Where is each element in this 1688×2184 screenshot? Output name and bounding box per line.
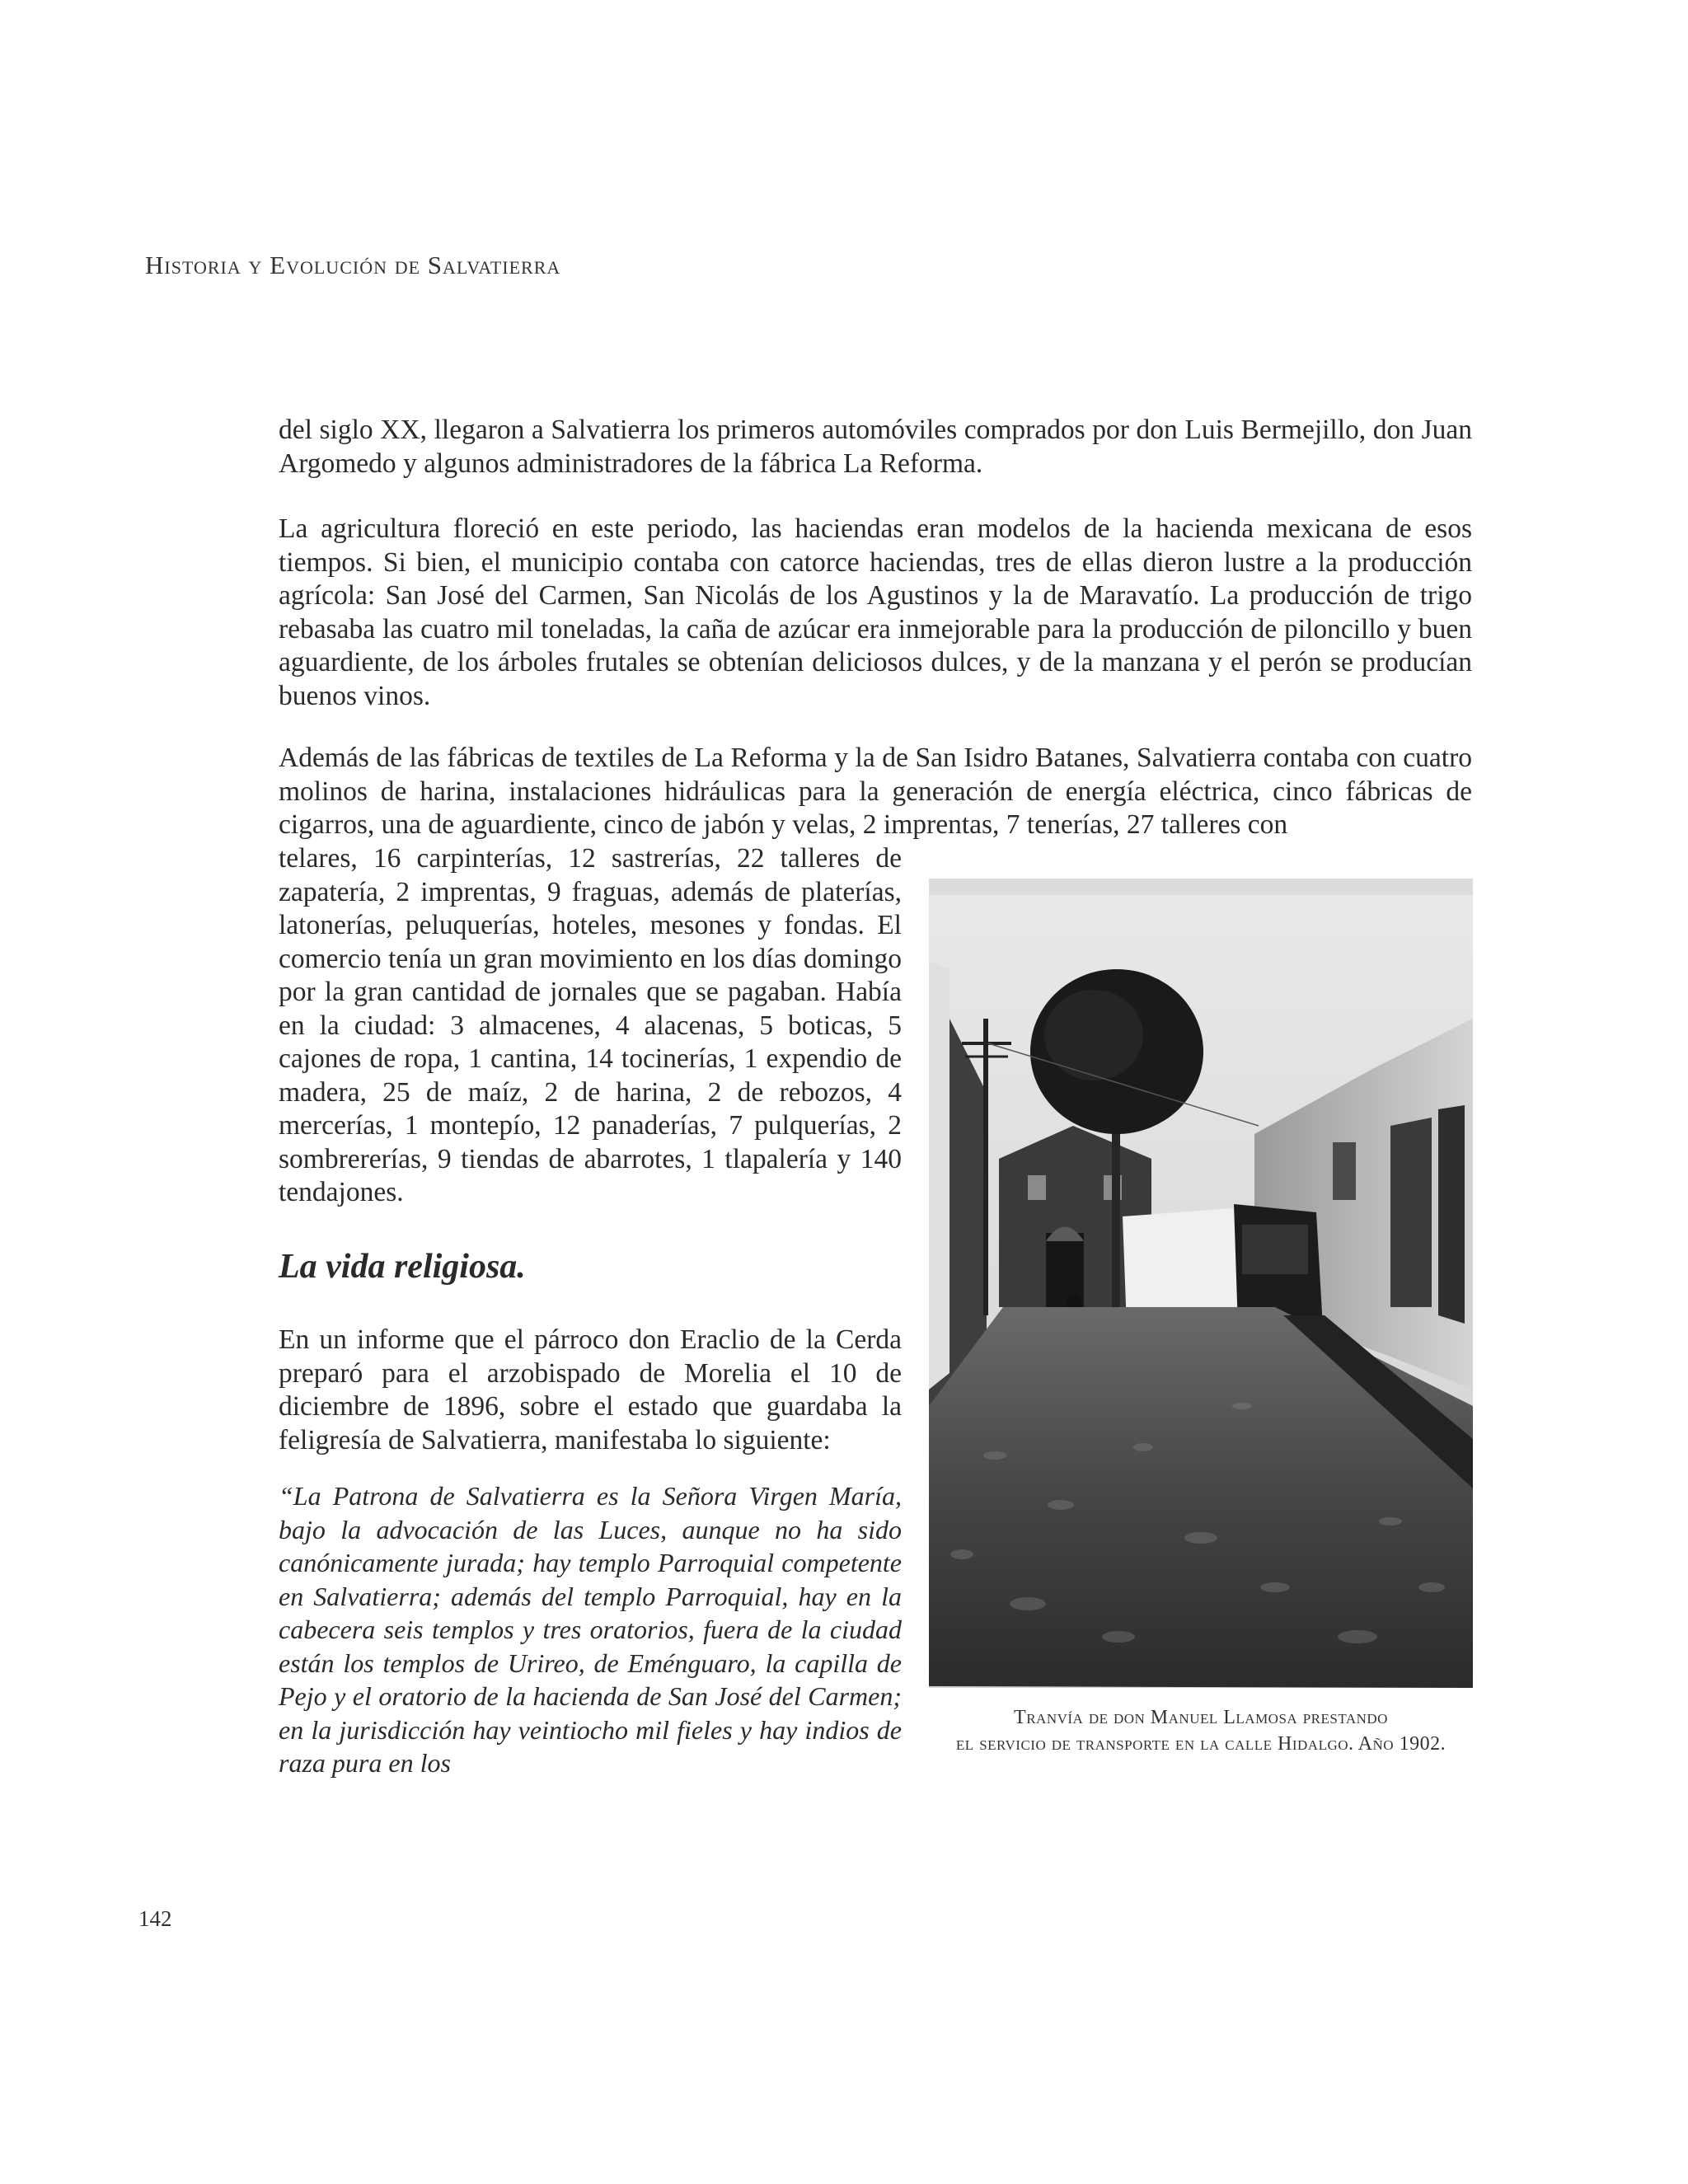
paragraph-automobiles: del siglo XX, llegaron a Salvatierra los primeros automóviles comprados por don Luis Bermejillo, don Juan Argomedo y algunos administradores de la fábrica La Reforma. — [279, 415, 1472, 479]
historic-tram-photo — [929, 879, 1473, 1688]
page-number: 142 — [138, 1906, 172, 1931]
paragraph-factories-continued: telares, 16 carpinterías, 12 sastrerías, 22 talleres de zapatería, 2 imprentas, 9 fraguas, además de platerías, latonerías, peluquerías, hoteles, mesones y fondas. El comercio tenía un gran movimiento en los días domingo por la gran cantidad de jornales que se pagaban. Había en la ciudad: 3 almacenes, 4 alacenas, 5 boticas, 5 cajones de ropa, 1 cantina, 14 tocinerías, 1 expendio de madera, 25 de maíz, 2 de harina, 2 de rebozos, 4 mercerías, 1 montepío, 12 panaderías, 7 pulquerías, 2 sombrererías, 9 tiendas de abarrotes, 1 tlapalería y 140 tendajones. — [279, 843, 902, 1207]
paragraph-parish-report: En un informe que el párroco don Eraclio de la Cerda preparó para el arzobispado de Morelia el 10 de diciembre de 1896, sobre el estado que guardaba la feligresía de Salvatierra, manifestaba lo siguiente: — [279, 1324, 902, 1455]
photo-caption — [915, 1704, 1487, 1757]
section-heading: La vida religiosa. — [279, 1248, 526, 1286]
running-header: Historia y Evolución de Salvatierra — [145, 251, 561, 279]
caption-line-1: Tranvía de don Manuel Llamosa prestando — [1014, 1707, 1388, 1728]
caption-line-2: el servicio de transporte en la calle Hidalgo. Año 1902. — [955, 1733, 1447, 1755]
paragraph-agriculture: La agricultura floreció en este periodo, las haciendas eran modelos de la hacienda mexicana de esos tiempos. Si bien, el municipio contaba con catorce haciendas, tres de ellas dieron lustre a la producción agrícola: San José del Carmen, San Nicolás de los Agustinos y la de Maravatío. La producción de trigo rebasaba las cuatro mil toneladas, la caña de azúcar era inmejorable para la producción de piloncillo y buen aguardiente, de los árboles frutales se obtenían deliciosos dulces, y de la manzana y el perón se producían buenos vinos. — [279, 513, 1472, 711]
paragraph-factories: Además de las fábricas de textiles de La Reforma y la de San Isidro Batanes, Salvatierra contaba con cuatro molinos de harina, instalaciones hidráulicas para la generación de energía eléctrica, cinco fábricas de cigarros, una de aguardiente, cinco de jabón y velas, 2 imprentas, 7 tenerías, 27 talleres con — [279, 743, 1472, 840]
quote-parish-report: “La Patrona de Salvatierra es la Señora Virgen María, bajo la advocación de las Luces, aunque no ha sido canónicamente jurada; hay templo Parroquial competente en Salvatierra; además del templo Parroquial, hay en la cabecera seis templos y tres oratorios, fuera de la ciudad están los templos de Urireo, de Eménguaro, la capilla de Pejo y el oratorio de la hacienda de San José del Carmen; en la jurisdicción hay veintiocho mil fieles y hay indios de raza pura en los — [279, 1481, 902, 1778]
